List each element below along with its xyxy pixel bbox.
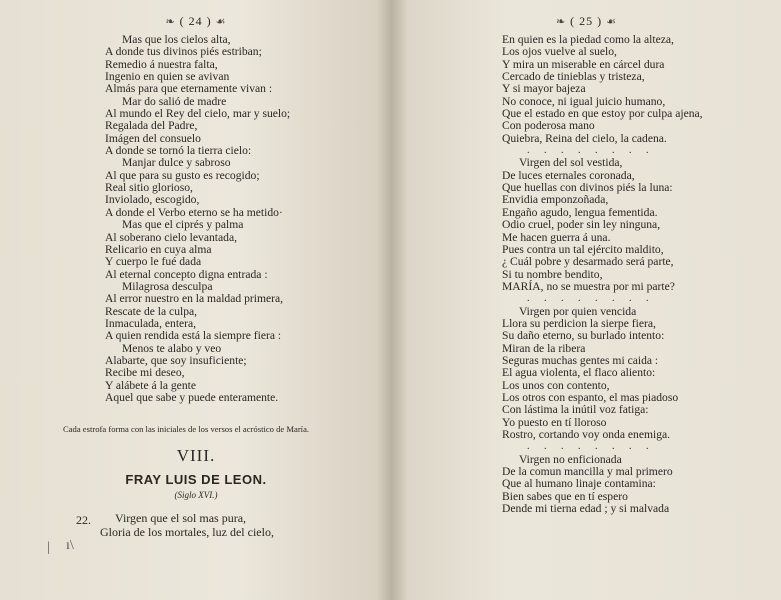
verse-line: Virgen no enficionada [519, 452, 622, 466]
verse-line: ¿ Cuál pobre y desarmado será parte, [502, 255, 674, 269]
verse-line: Que el estado en que estoy por culpa ajena, [502, 107, 703, 121]
century-subtitle: (Siglo XVI.) [174, 490, 218, 500]
verse-line: Mas que los cielos alta, [122, 33, 231, 46]
verse-line: Los ojos vuelve al suelo, [502, 45, 617, 59]
verse-line: Cercado de tinieblas y tristeza, [502, 70, 645, 84]
verse-line: Odio cruel, poder sin ley ninguna, [502, 218, 661, 232]
right-page [392, 0, 781, 600]
stanza-separator: . . . . . . . . [527, 441, 655, 453]
verse-line: Al mundo el Rey del cielo, mar y suelo; [105, 107, 291, 121]
verse-line: Inviolado, escogido, [105, 193, 200, 207]
verse-line: Imágen del consuelo [105, 131, 201, 145]
verse-line: No conoce, ni igual juicio humano, [502, 94, 666, 108]
pencil-mark: ı\ [66, 538, 74, 553]
verse-line: Inmaculada, entera, [105, 316, 197, 330]
verse-line: Al eternal concepto digna entrada : [105, 267, 268, 281]
page-header-right [392, 14, 781, 29]
verse-block [0, 34, 392, 404]
verse-line: Gloria de los mortales, luz del cielo, [100, 525, 274, 539]
verse-line: Menos te alabo y veo [122, 341, 222, 355]
verse-line: Real sitio glorioso, [105, 181, 193, 195]
verse-line: Y si mayor bajeza [502, 82, 586, 96]
verse-line: Mas que el ciprés y palma [122, 218, 244, 232]
author-heading: FRAY LUIS DE LEON. [125, 472, 267, 487]
verse-line: Milagrosa desculpa [122, 279, 213, 293]
verse-line: Virgen del sol vestida, [519, 156, 623, 170]
verse-line: MARÍA, no se muestra por mi parte? [502, 279, 675, 293]
page-header-left [0, 14, 392, 29]
verse-line: De luces eternales coronada, [502, 168, 635, 182]
verse-line: Manjar dulce y sabroso [122, 156, 231, 170]
page-number: ( 25 ) [570, 14, 603, 28]
footnote: Cada estrofa forma con las iniciales de los versos el acróstico de María. [63, 424, 310, 434]
poem-start [0, 511, 392, 539]
verse-line: Al que para su gusto es recogido; [105, 168, 260, 182]
verse-line: De la comun mancilla y mal primero [502, 465, 673, 479]
ornament-icon: ❧ [555, 16, 567, 28]
verse-line: A donde tus divinos piés estriban; [105, 45, 262, 59]
verse-line: Remedio á nuestra falta, [105, 57, 218, 71]
verse-line: Rescate de la culpa, [105, 304, 198, 318]
verse-line: Y alábete á la gente [105, 378, 196, 392]
verse-line: Llora su perdicion la sierpe fiera, [502, 316, 656, 330]
verse-line: Los unos con contento, [502, 378, 610, 392]
page-number: ( 24 ) [179, 14, 212, 28]
verse-line: Que huellas con divinos piés la luna: [502, 181, 673, 195]
verse-line: Alabarte, que soy insuficiente; [105, 353, 247, 367]
pencil-mark: | [47, 540, 50, 555]
verse-line: Aquel que sabe y puede enteramente. [105, 390, 279, 404]
verse-line: Ingenio en quien se avivan [105, 70, 230, 84]
verse-line: A donde se tornó la tierra cielo: [105, 144, 252, 158]
verse-line: Virgen por quien vencida [519, 304, 637, 318]
verse-line: Regalada del Padre, [105, 119, 198, 133]
verse-line: Me hacen guerra á una. [502, 230, 611, 244]
stanza-separator: . . . . . . . . [527, 145, 655, 157]
verse-number: 22. [76, 513, 91, 527]
verse-line: Su daño eterno, su burlado intento: [502, 329, 665, 343]
verse-line: Pues contra un tal ejército maldito, [502, 242, 664, 256]
verse-line: Rostro, cortando voy onda enemiga. [502, 428, 671, 441]
verse-line: Seguras muchas gentes mi caida : [502, 353, 659, 367]
verse-line: Con lástima la inútil voz fatiga: [502, 403, 649, 417]
verse-line: Y mira un miserable en cárcel dura [502, 57, 665, 71]
verse-line: Yo puesto en tí lloroso [502, 415, 607, 429]
verse-line: En quien es la piedad como la alteza, [502, 33, 674, 46]
verse-line: Mar do salió de madre [122, 94, 227, 108]
ornament-icon: ☙ [606, 16, 618, 28]
verse-line: Quiebra, Reina del cielo, la cadena. [502, 131, 667, 145]
verse-line: Virgen que el sol mas pura, [115, 511, 247, 525]
verse-line: Envidia emponzoñada, [502, 193, 609, 207]
verse-line: El agua violenta, el flaco aliento: [502, 366, 656, 380]
verse-line: A quien rendida está la siempre fiera : [105, 329, 282, 343]
verse-line: A donde el Verbo eterno se ha metido· [105, 205, 283, 219]
verse-line: Dende mi tierna edad ; y si malvada [502, 502, 670, 516]
verse-line: Con poderosa mano [502, 119, 595, 133]
ornament-icon: ❧ [165, 16, 176, 28]
stanza-separator: . . . . . . . . [527, 293, 655, 305]
ornament-icon: ☙ [215, 16, 227, 28]
verse-line: Que al humano linaje contamina: [502, 477, 656, 491]
verse-line: Si tu nombre bendito, [502, 267, 603, 281]
verse-line: Miran de la ribera [502, 341, 586, 355]
verse-line: Al soberano cielo levantada, [105, 230, 237, 244]
verse-line: Relicario en cuya alma [105, 242, 212, 256]
verse-line: Engaño agudo, lengua fementida. [502, 205, 658, 219]
verse-block [392, 34, 781, 515]
verse-line: Y cuerpo le fué dada [105, 255, 202, 269]
verse-line: Almás para que eternamente vivan : [105, 82, 273, 96]
verse-line: Los otros con espanto, el mas piadoso [502, 390, 679, 404]
verse-line: Recibe mi deseo, [105, 366, 185, 380]
verse-line: Al error nuestro en la maldad primera, [105, 292, 284, 306]
section-number: VIII. [176, 446, 216, 465]
verse-line: Bien sabes que en tí espero [502, 489, 628, 503]
